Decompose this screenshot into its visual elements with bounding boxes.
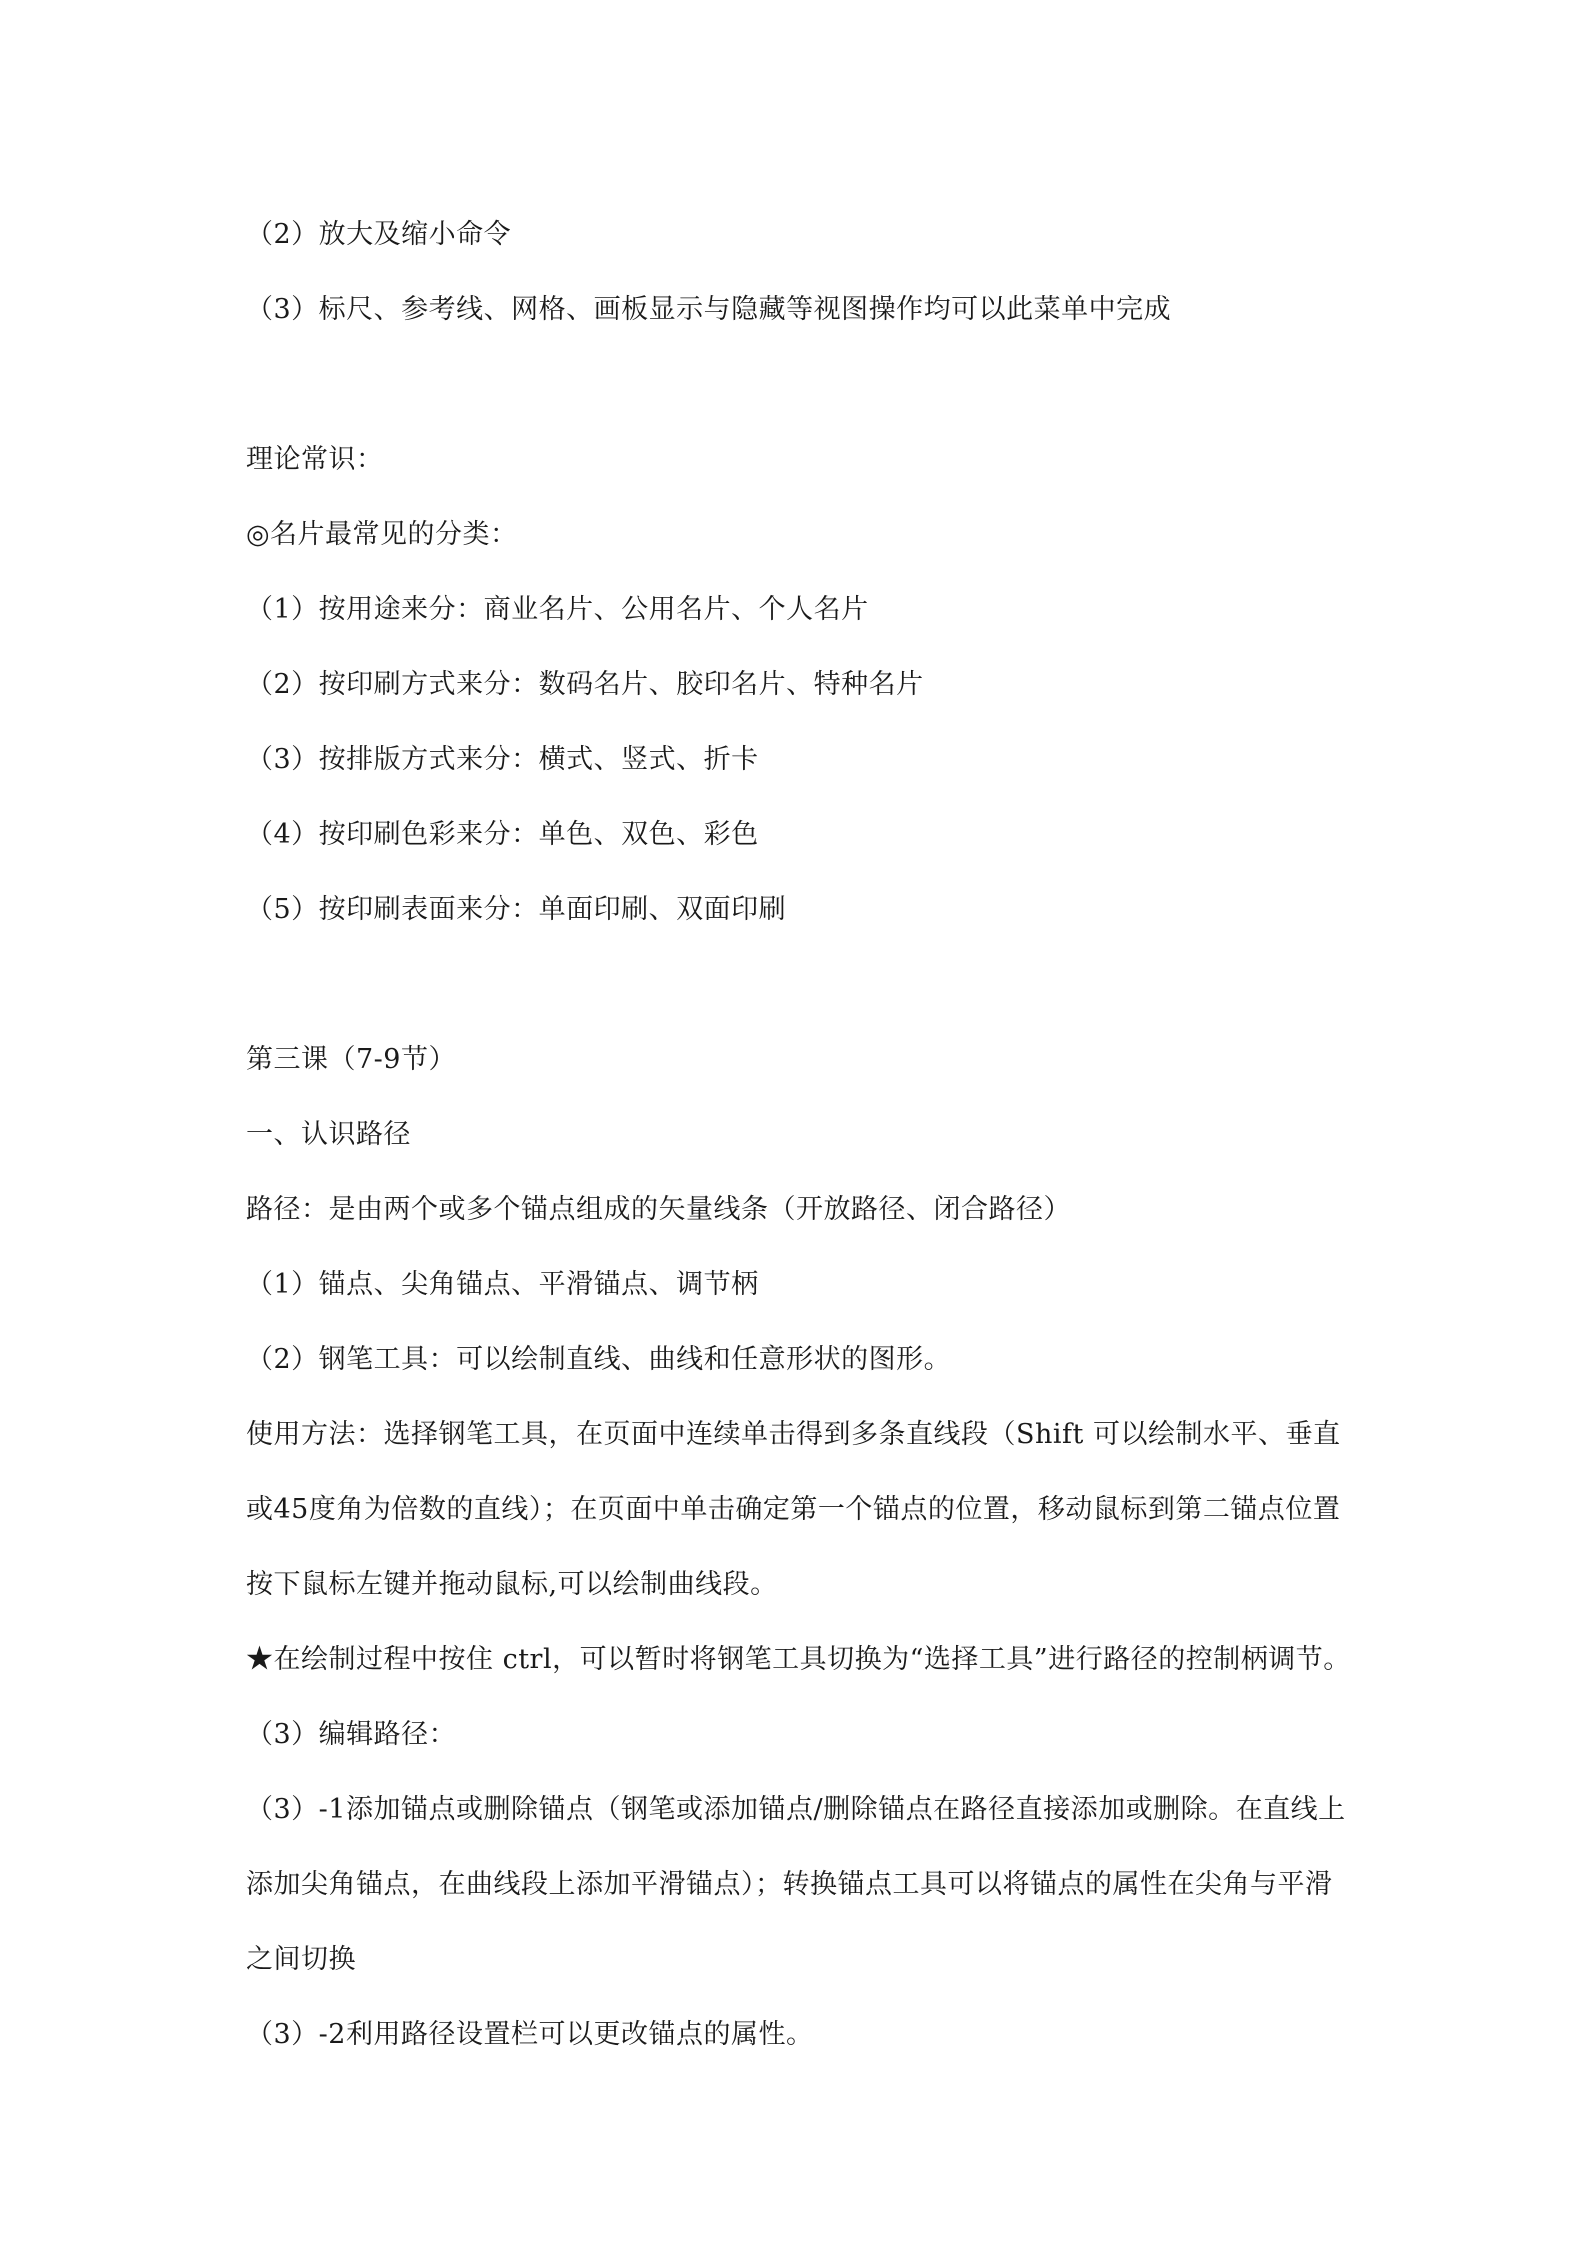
edit-step-1-line: 添加尖角锚点，在曲线段上添加平滑锚点）；转换锚点工具可以将锚点的属性在尖角与平滑 xyxy=(246,1869,1333,1900)
classification-item: （5）按印刷表面来分：单面印刷、双面印刷 xyxy=(246,894,787,925)
edit-path-heading: （3）编辑路径： xyxy=(246,1719,457,1750)
usage-paragraph-line: 或45度角为倍数的直线）；在页面中单击确定第一个锚点的位置，移动鼠标到第二锚点位置 xyxy=(246,1494,1341,1525)
classification-item: （3）按排版方式来分：横式、竖式、折卡 xyxy=(246,744,759,775)
edit-step-2: （3）-2利用路径设置栏可以更改锚点的属性。 xyxy=(246,2019,814,2050)
edit-step-1-line: （3）-1添加锚点或删除锚点（钢笔或添加锚点/删除锚点在路径直接添加或删除。在直线上 xyxy=(246,1794,1346,1825)
theory-heading: 理论常识： xyxy=(246,444,384,475)
tip-text: ★在绘制过程中按住 ctrl，可以暂时将钢笔工具切换为“选择工具”进行路径的控制柄调节。 xyxy=(246,1644,1351,1675)
usage-paragraph-line: 使用方法：选择钢笔工具，在页面中连续单击得到多条直线段（Shift 可以绘制水平、垂直 xyxy=(246,1419,1341,1450)
theory-subheading: ◎名片最常见的分类： xyxy=(246,519,518,550)
edit-step-1-line: 之间切换 xyxy=(246,1944,356,1975)
classification-item: （2）按印刷方式来分：数码名片、胶印名片、特种名片 xyxy=(246,669,924,700)
view-menu-item-2: （2）放大及缩小命令 xyxy=(246,219,512,250)
lesson-title: 第三课（7-9节） xyxy=(246,1044,456,1075)
classification-item: （1）按用途来分：商业名片、公用名片、个人名片 xyxy=(246,594,869,625)
pen-tool-description: （2）钢笔工具：可以绘制直线、曲线和任意形状的图形。 xyxy=(246,1344,952,1375)
path-definition: 路径：是由两个或多个锚点组成的矢量线条（开放路径、闭合路径） xyxy=(246,1194,1071,1225)
section-heading: 一、认识路径 xyxy=(246,1119,411,1150)
usage-paragraph-line: 按下鼠标左键并拖动鼠标,可以绘制曲线段。 xyxy=(246,1569,778,1600)
view-menu-item-3: （3）标尺、参考线、网格、画板显示与隐藏等视图操作均可以此菜单中完成 xyxy=(246,294,1172,325)
classification-item: （4）按印刷色彩来分：单色、双色、彩色 xyxy=(246,819,759,850)
anchor-types: （1）锚点、尖角锚点、平滑锚点、调节柄 xyxy=(246,1269,759,1300)
